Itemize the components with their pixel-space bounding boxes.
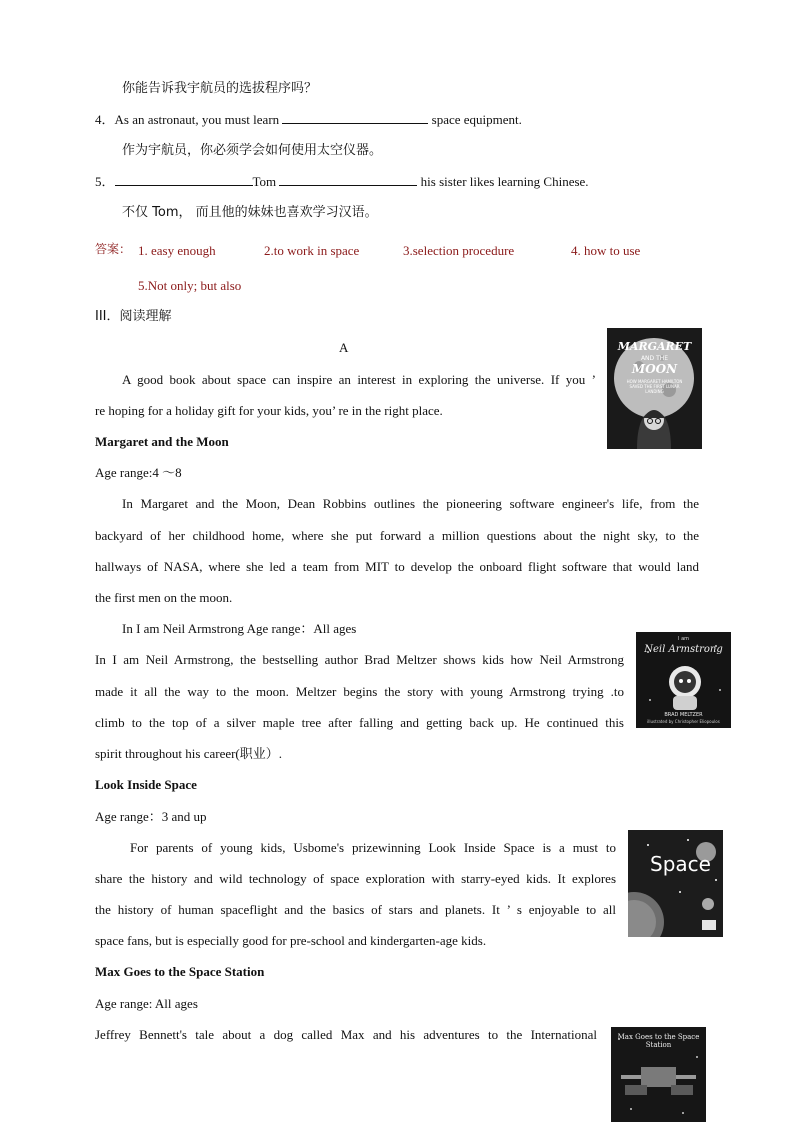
translation-q3: 你能告诉我宇航员的选拔程序吗？ [122, 81, 318, 96]
answer-blank[interactable] [279, 173, 417, 186]
translation-q4: 作为宇航员，你必须学会如何使用太空仪器。 [122, 143, 383, 158]
cover-title: I am [678, 636, 689, 642]
answer-4: 4. how to use [571, 243, 641, 258]
book-title: Look Inside Space [95, 777, 197, 792]
cover-title: Space [650, 852, 711, 876]
paragraph-line: In Margaret and the Moon, Dean Robbins outlines the pioneering software engineer's life, from the [122, 496, 699, 511]
paragraph-line: hallways of NASA, where she led a team from MIT to develop the onboard flight software that would land [95, 559, 699, 574]
question-text: space equipment. [431, 112, 522, 127]
translation-q5: 不仅 Tom， 而且他的妹妹也喜欢学习汉语。 [122, 205, 378, 220]
answer-3: 3.selection procedure [403, 243, 515, 258]
cover-subtitle: HOW MARGARET HAMILTON SAVED THE FIRST LUNAR LANDING [626, 379, 683, 394]
question-text: his sister likes learning Chinese. [420, 174, 589, 189]
paragraph-line: share the history and wild technology of space exploration with starry-eyed kids. It explores [95, 871, 616, 886]
book-title: Max Goes to the Space Station [95, 964, 265, 979]
cover-illustrator: illustrated by Christopher Eliopoulos [647, 719, 720, 724]
book-heading: In I am Neil Armstrong Age range：All ages [122, 621, 357, 636]
paragraph-line: spirit throughout his career(职业）. [95, 746, 283, 761]
cover-title: Max Goes to the Space Station [617, 1033, 700, 1049]
answer-label: 答案： [95, 242, 132, 256]
paragraph-line: climb to the top of a silver maple tree after falling and getting back up. He continued this [95, 715, 624, 730]
section-heading: III．阅读理解 [95, 309, 172, 324]
cover-author: BRAD MELTZER [664, 712, 703, 718]
question-5 [95, 173, 589, 191]
margaret-book-cover [607, 328, 702, 449]
intro-line: re hoping for a holiday gift for your kids, you’ re in the right place. [95, 403, 443, 418]
max-space-station-cover [611, 1027, 706, 1122]
paragraph-line: In I am Neil Armstrong, the bestselling author Brad Meltzer shows kids how Neil Armstrong [95, 652, 624, 667]
intro-line: A good book about space can inspire an interest in exploring the universe. If you ’ [122, 372, 596, 387]
question-number: 5． [95, 174, 115, 189]
question-text: As an astronaut, you must learn [114, 112, 280, 127]
question-4 [95, 111, 522, 129]
paragraph-line: Jeffrey Bennett's tale about a dog called Max and his adventures to the International [95, 1027, 597, 1042]
answer-2: 2.to work in space [264, 243, 360, 258]
armstrong-book-cover [636, 632, 731, 728]
paragraph-line: space fans, but is especially good for pre-school and kindergarten-age kids. [95, 933, 487, 948]
answer-blank[interactable] [282, 111, 428, 124]
paragraph-line: backyard of her childhood home, where she put forward a million questions about the night sky, to the [95, 528, 699, 543]
paragraph-line: made it all the way to the moon. Meltzer begins the story with young Armstrong trying .to [95, 684, 624, 699]
answer-blank[interactable] [115, 173, 253, 186]
paragraph-line: For parents of young kids, Usbome's prizewinning Look Inside Space is a must to [130, 840, 616, 855]
age-range: Age range:4 ～8 [95, 465, 182, 480]
question-text: Tom [252, 174, 277, 189]
cover-title: MARGARET [617, 340, 692, 353]
age-range: Age range: All ages [95, 996, 198, 1011]
answer-5: 5.Not only; but also [138, 278, 242, 293]
cover-title: Neil Armstrong [644, 644, 723, 655]
paragraph-line: the first men on the moon. [95, 590, 233, 605]
passage-label: A [339, 340, 349, 355]
cover-title: MOON [631, 362, 678, 376]
age-range: Age range：3 and up [95, 809, 207, 824]
answer-1: 1. easy enough [138, 243, 216, 258]
book-title: Margaret and the Moon [95, 434, 229, 449]
cover-title: AND THE [640, 355, 669, 362]
look-inside-space-cover [628, 830, 723, 937]
question-number: 4． [95, 112, 115, 127]
paragraph-line: the history of human spaceflight and the basics of stars and planets. It ’ s enjoyable to all [95, 902, 616, 917]
